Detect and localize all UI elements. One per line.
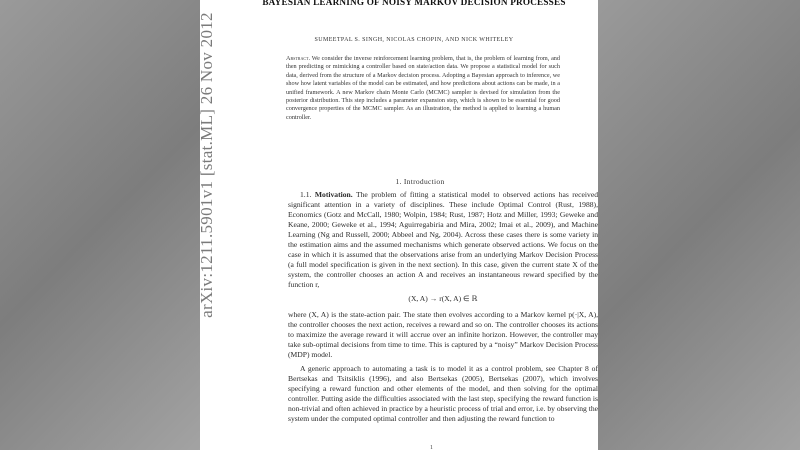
abstract-label: Abstract. — [286, 55, 311, 62]
viewer-background-left — [0, 0, 200, 450]
paragraph-1: The problem of fitting a statistical model to observed actions has received significant attention in a variety of disciplines. These include Optimal Control (Rust, 1988), Economics (Gotz and McCall, 1980; Wolpin, 1984; Rust, 1987; Hotz and Miller, 1993; Geweke and Keane, 2000; Geweke et al., 1994; Aguirregabiria and Mira, 2002; Imai et al., 2009), and Machine Learning (Ng and Russell, 2000; Abbeel and Ng, 2004). Across these cases there is some variety in the estimation aims and the assumed mechanisms which generate observed actions. We focus on the case in which it is assumed that the observations arise from an underlying Markov Decision Process (a full model specification is given in the next section). In this case, given the current state X of the system, the controller chooses an action A and receives an instantaneous reward specified by the function r, — [288, 190, 598, 289]
paper-title: BAYESIAN LEARNING OF NOISY MARKOV DECISION PROCESSES — [262, 0, 566, 7]
paragraph-3: A generic approach to automating a task is to model it as a control problem, see Chapter 8 of Bertsekas and Tsitsiklis (1996), and also Bertsekas (2005), Bertsekas (2007), which involves specifying a reward function and other elements of the model, and then solving for the optimal controller. Putting aside the difficulties associated with the last step, specifying the reward function is non-trivial and often achieved in practice by a heuristic process of trial and error, i.e. by observing the system under the computed optimal controller and then adjusting the reward function to — [288, 364, 598, 423]
page-number: 1 — [430, 445, 433, 450]
paragraph-2: where (X, A) is the state-action pair. The state then evolves according to a Markov kernel p(·|X, A), the controller chooses the next action, receives a reward and so on. The controller chooses its actions to maximize the average reward it will accrue over an infinite horizon. However, the controller may take sub-optimal decisions from time to time. This is captured by a “noisy” Markov Decision Process (MDP) model. — [288, 310, 598, 359]
subsection-number: 1.1. — [300, 190, 312, 199]
paper-page — [200, 0, 598, 450]
equation: (X, A) → r(X, A) ∈ ℝ — [408, 294, 478, 303]
section-heading: 1. Introduction — [395, 177, 445, 186]
arxiv-identifier: arXiv:1211.5901v1 [stat.ML] 26 Nov 2012 — [197, 12, 216, 318]
paragraph-motivation — [288, 190, 598, 290]
arxiv-stamp — [196, 10, 218, 320]
subsection-title: Motivation. — [314, 190, 353, 199]
viewer-background-right — [598, 0, 800, 450]
body-text — [288, 190, 598, 424]
abstract-text: We consider the inverse reinforcement learning problem, that is, the problem of learning from, and then predicting or mimicking a controller based on state/action data. We propose a statistical model for such data, derived from the structure of a Markov decision process. Adopting a Bayesian approach to inference, we show how latent variables of the model can be estimated, and how predictions about actions can be made, in a unified framework. A new Markov chain Monte Carlo (MCMC) sampler is devised for simulation from the posterior distribution. This step includes a parameter expansion step, which is shown to be essential for good convergence properties of the MCMC sampler. As an illustration, the method is applied to learning a human controller. — [286, 55, 560, 121]
abstract — [286, 55, 560, 122]
paper-authors: SUMEETPAL S. SINGH, NICOLAS CHOPIN, AND NICK WHITELEY — [314, 37, 514, 43]
